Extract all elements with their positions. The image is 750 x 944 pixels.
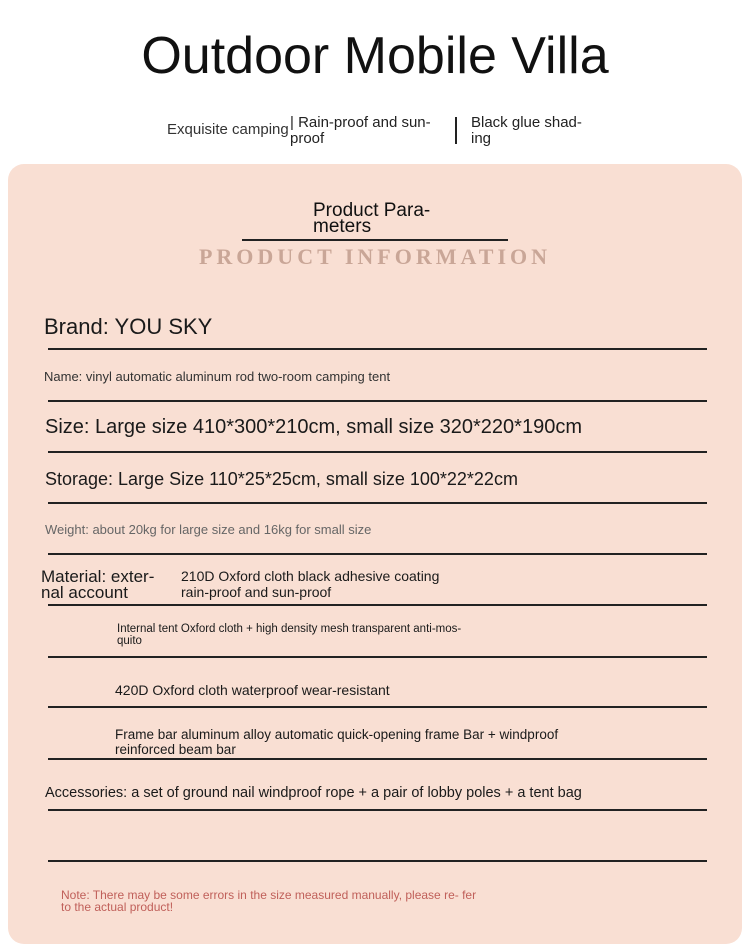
row-divider: [48, 502, 707, 504]
param-brand: Brand: YOU SKY: [44, 314, 213, 339]
feature-divider: [455, 117, 457, 144]
section-title: Product Para- meters: [313, 200, 431, 237]
param-weight: Weight: about 20kg for large size and 16kg for small size: [45, 522, 372, 537]
param-accessories: Accessories: a set of ground nail windproof rope + a pair of lobby poles + a tent bag: [45, 785, 582, 801]
footer-note: Note: There may be some errors in the size measured manually, please re- fer to the actual product!: [61, 888, 477, 914]
param-name: Name: vinyl automatic aluminum rod two-room camping tent: [44, 369, 391, 384]
page-title: Outdoor Mobile Villa: [141, 27, 609, 85]
section-subtitle: PRODUCT INFORMATION: [198, 244, 552, 269]
param-material-internal: Internal tent Oxford cloth + high density mesh transparent anti-mos- quito: [117, 623, 462, 647]
section-title-underline: [242, 239, 508, 241]
param-material-floor: 420D Oxford cloth waterproof wear-resistant: [115, 682, 390, 698]
feature-exquisite-camping: Exquisite camping: [167, 121, 289, 138]
row-divider: [48, 758, 707, 760]
row-divider: [48, 604, 707, 606]
row-divider: [48, 400, 707, 402]
param-material-external: 210D Oxford cloth black adhesive coating rain-proof and sun-proof: [181, 568, 440, 600]
row-divider: [48, 656, 707, 658]
param-size: Size: Large size 410*300*210cm, small size 320*220*190cm: [45, 416, 582, 438]
row-divider: [48, 860, 707, 862]
feature-rain-proof: | Rain-proof and sun-proof: [290, 114, 431, 147]
feature-black-glue: Black glue shad- ing: [471, 114, 582, 147]
row-divider: [48, 809, 707, 811]
param-storage: Storage: Large Size 110*25*25cm, small size 100*22*22cm: [45, 469, 518, 489]
row-divider: [48, 451, 707, 453]
param-material-label: Material: exter- nal account: [41, 567, 155, 602]
param-material-frame: Frame bar aluminum alloy automatic quick-opening frame Bar + windproof reinforced beam bar: [115, 727, 559, 757]
row-divider: [48, 348, 707, 350]
row-divider: [48, 706, 707, 708]
row-divider: [48, 553, 707, 555]
